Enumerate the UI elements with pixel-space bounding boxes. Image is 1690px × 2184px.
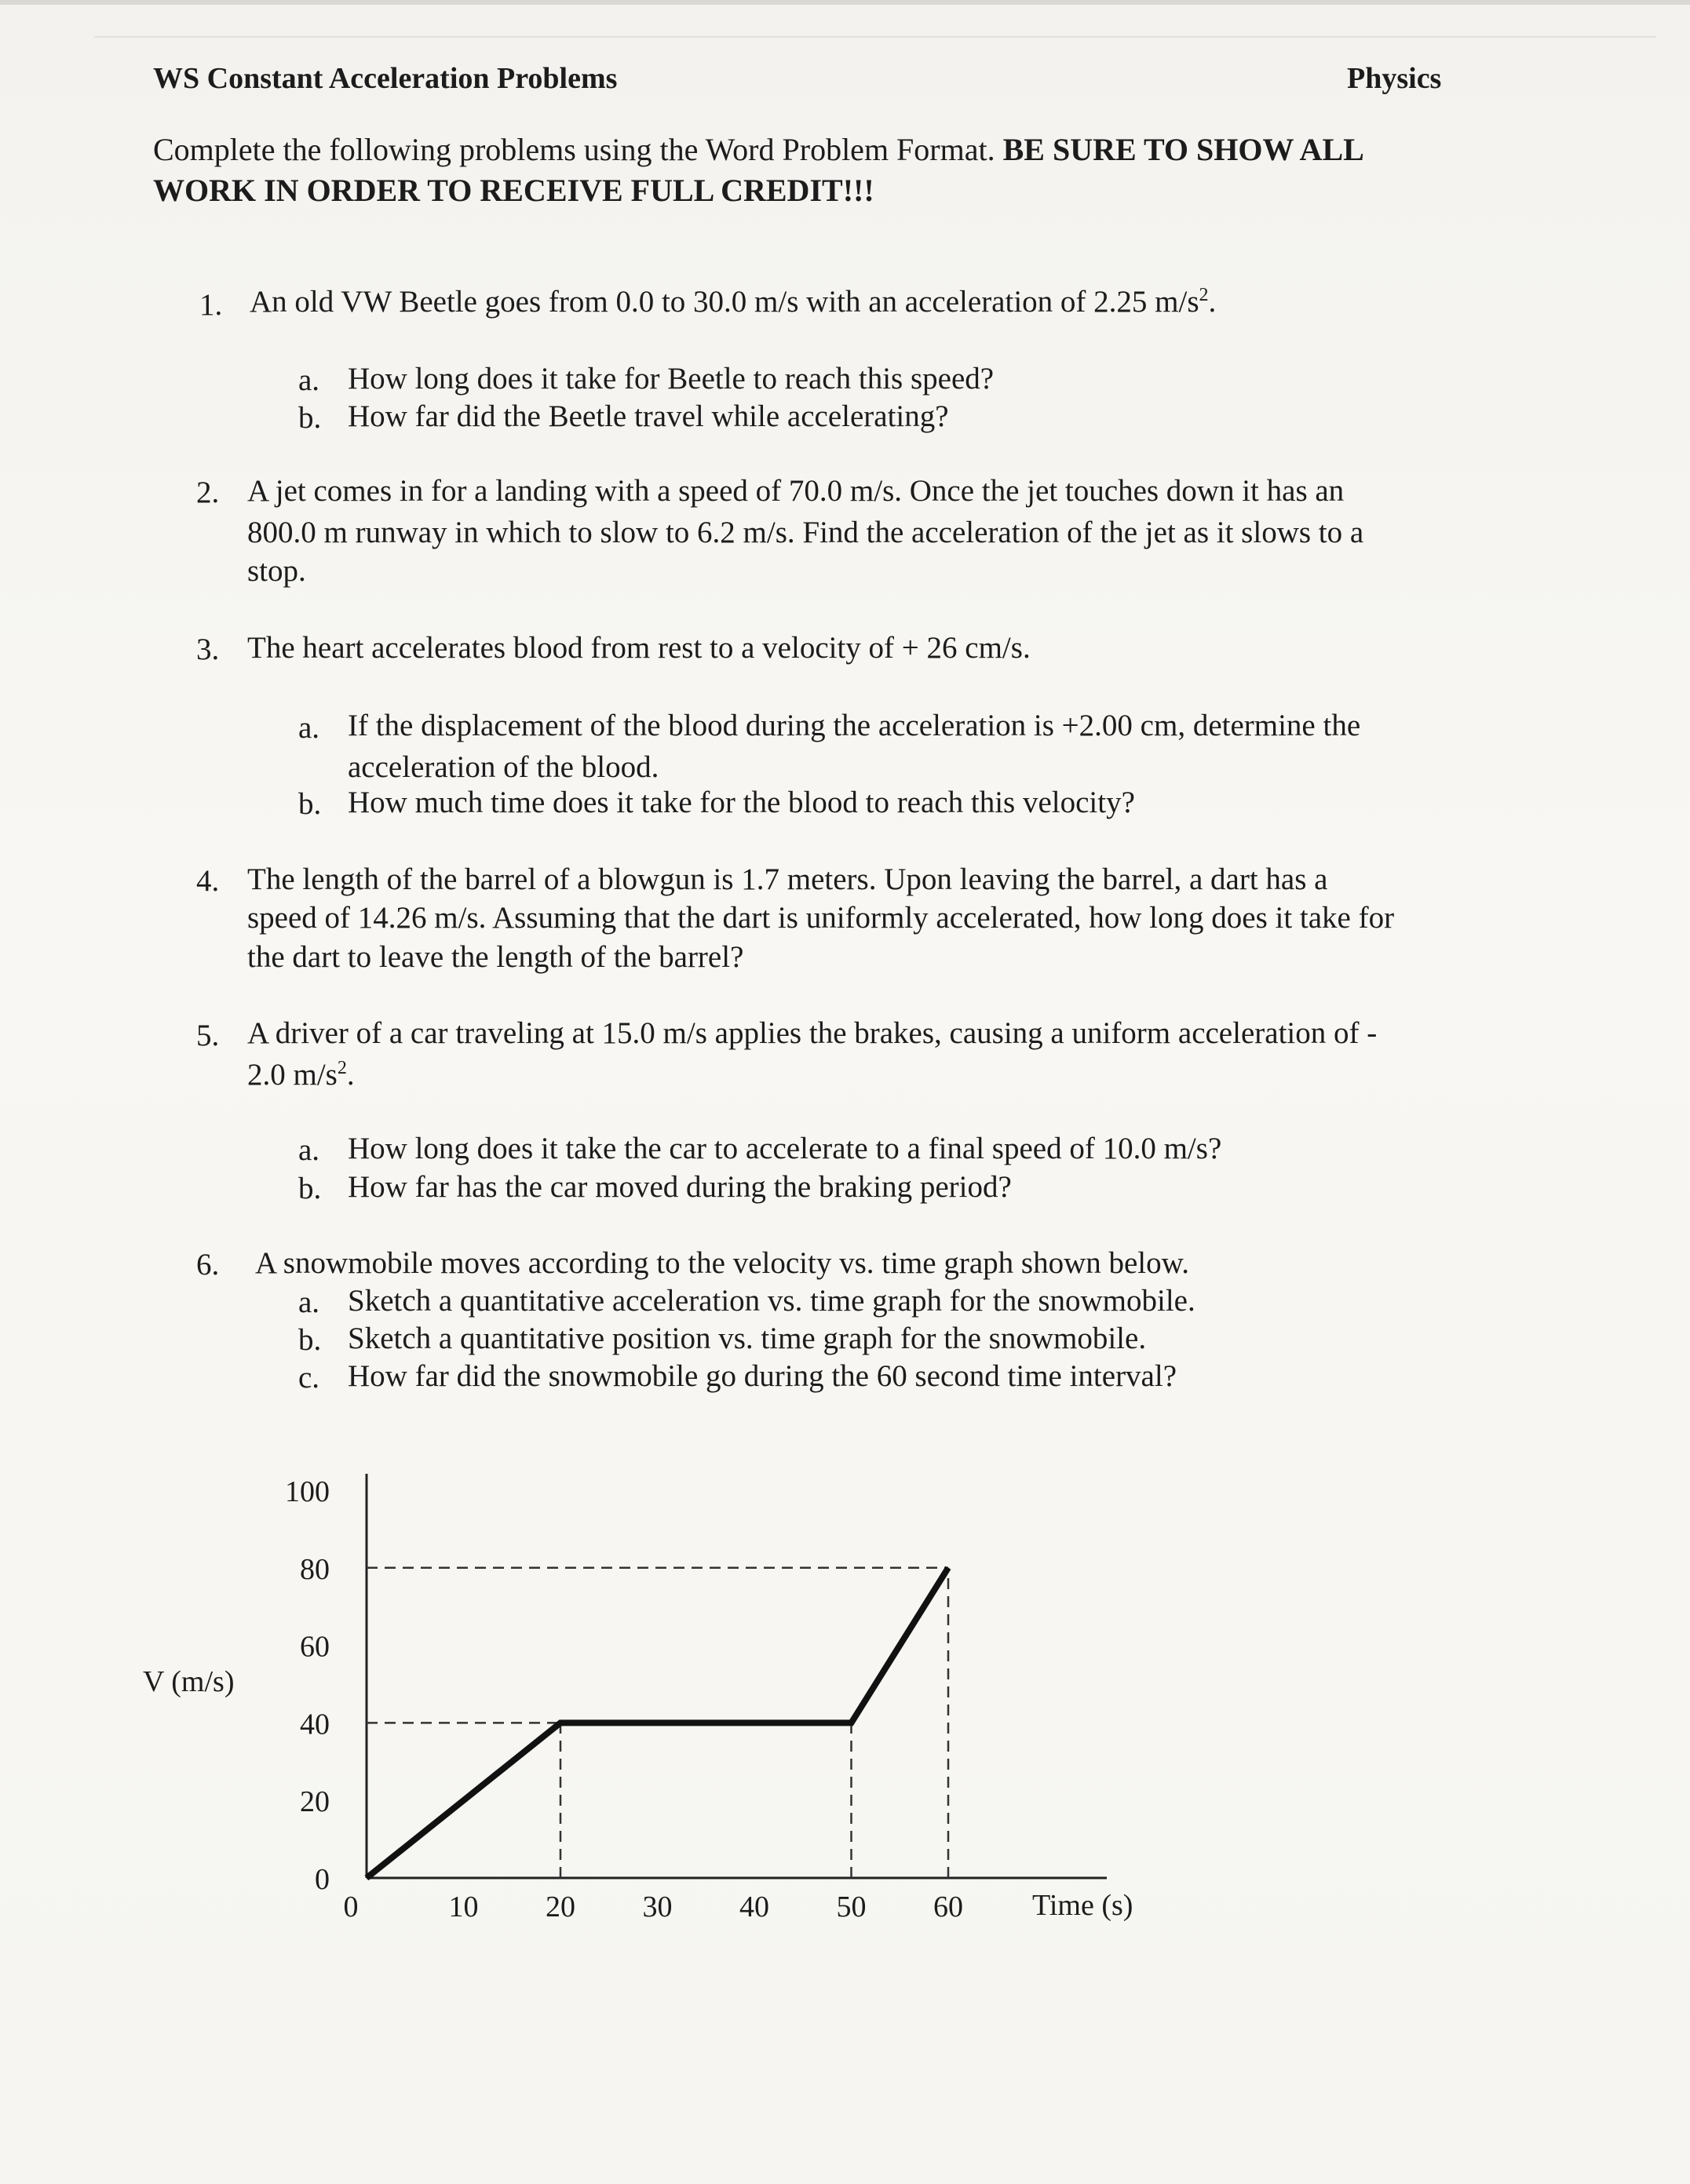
problem-4-line-2: speed of 14.26 m/s. Assuming that the dart is uniformly accelerated, how long does it take for <box>247 901 1395 935</box>
x-tick-label: 0 <box>343 1890 359 1923</box>
problem-3a-letter: a. <box>298 711 320 745</box>
problem-6c-text: How far did the snowmobile go during the 60 second time interval? <box>348 1359 1177 1393</box>
instructions-emphasis-1: BE SURE TO SHOW ALL <box>1002 132 1364 167</box>
problem-4-line-3: the dart to leave the length of the barrel? <box>247 940 744 974</box>
y-tick-label: 60 <box>300 1630 330 1664</box>
x-tick-label: 20 <box>546 1890 575 1923</box>
problem-5-line-2-text: 2.0 m/s <box>247 1058 338 1092</box>
problem-5-period: . <box>346 1058 355 1092</box>
problem-4-number: 4. <box>196 864 220 898</box>
problem-6a-letter: a. <box>298 1285 320 1319</box>
y-tick-label: 40 <box>300 1708 330 1741</box>
worksheet-title: WS Constant Acceleration Problems <box>153 62 618 95</box>
problem-6c-letter: c. <box>298 1361 320 1395</box>
x-tick-label: 60 <box>933 1890 963 1923</box>
x-tick-label: 50 <box>836 1890 867 1923</box>
instructions-emphasis-2: WORK IN ORDER TO RECEIVE FULL CREDIT!!! <box>153 173 874 208</box>
x-tick-label: 10 <box>448 1890 479 1923</box>
problem-5a-text: How long does it take the car to accelerate to a final speed of 10.0 m/s? <box>348 1132 1222 1165</box>
y-tick-label: 0 <box>315 1863 330 1896</box>
x-tick-label: 40 <box>739 1890 769 1923</box>
problem-1a-letter: a. <box>298 363 320 397</box>
problem-3a-line-1: If the displacement of the blood during the acceleration is +2.00 cm, determine the <box>348 709 1361 742</box>
problem-1-number: 1. <box>199 288 223 322</box>
problem-6b-text: Sketch a quantitative position vs. time graph for the snowmobile. <box>348 1322 1147 1355</box>
problem-6b-letter: b. <box>298 1323 322 1357</box>
problem-3-number: 3. <box>196 633 220 666</box>
instructions-text: Complete the following problems using the Word Problem Format. <box>153 132 995 167</box>
graph-series <box>367 1568 948 1878</box>
problem-6-number: 6. <box>196 1248 220 1282</box>
problem-5-line-1: A driver of a car traveling at 15.0 m/s applies the brakes, causing a uniform acceleration of - <box>247 1016 1378 1050</box>
problem-4-line-1: The length of the barrel of a blowgun is 1.7 meters. Upon leaving the barrel, a dart has a <box>247 862 1328 896</box>
y-axis-label: V (m/s) <box>143 1665 235 1698</box>
problem-1a-text: How long does it take for Beetle to reach this speed? <box>348 362 995 396</box>
problem-2-line-3: stop. <box>247 554 306 588</box>
problem-5b-letter: b. <box>298 1172 322 1205</box>
problem-2-line-2: 800.0 m runway in which to slow to 6.2 m/s. Find the acceleration of the jet as it slows to a <box>247 516 1364 549</box>
velocity-series-line <box>367 1568 948 1878</box>
y-tick-label: 80 <box>300 1552 330 1586</box>
problem-6-text: A snowmobile moves according to the velocity vs. time graph shown below. <box>255 1246 1190 1280</box>
problem-1-exponent: 2 <box>1199 285 1209 305</box>
problem-3b-letter: b. <box>298 787 322 821</box>
problem-3a-line-2: acceleration of the blood. <box>348 750 659 784</box>
problem-5-exponent: 2 <box>337 1058 347 1078</box>
y-tick-label: 100 <box>285 1475 330 1508</box>
problem-3b-text: How much time does it take for the blood to reach this velocity? <box>348 786 1135 819</box>
problem-1-stem: An old VW Beetle goes from 0.0 to 30.0 m/s with an acceleration of 2.25 m/s <box>250 285 1199 319</box>
problem-1b-text: How far did the Beetle travel while accelerating? <box>348 399 949 433</box>
problem-5b-text: How far has the car moved during the braking period? <box>348 1170 1012 1204</box>
x-axis-label: Time (s) <box>1032 1889 1133 1922</box>
subject-label: Physics <box>1347 62 1442 95</box>
problem-1b-letter: b. <box>298 401 322 435</box>
problem-6a-text: Sketch a quantitative acceleration vs. time graph for the snowmobile. <box>348 1284 1195 1318</box>
problem-5a-letter: a. <box>298 1133 320 1167</box>
problem-2-number: 2. <box>196 476 220 509</box>
graph-axes <box>367 1474 1107 1878</box>
y-tick-label: 20 <box>300 1785 330 1819</box>
problem-2-line-1: A jet comes in for a landing with a speed of 70.0 m/s. Once the jet touches down it has an <box>247 474 1345 508</box>
problem-5-number: 5. <box>196 1019 220 1052</box>
graph-tick-labels <box>285 1475 963 1923</box>
x-tick-label: 30 <box>642 1890 673 1923</box>
problem-1-period: . <box>1208 285 1217 319</box>
problem-3-text: The heart accelerates blood from rest to a velocity of + 26 cm/s. <box>247 631 1031 665</box>
